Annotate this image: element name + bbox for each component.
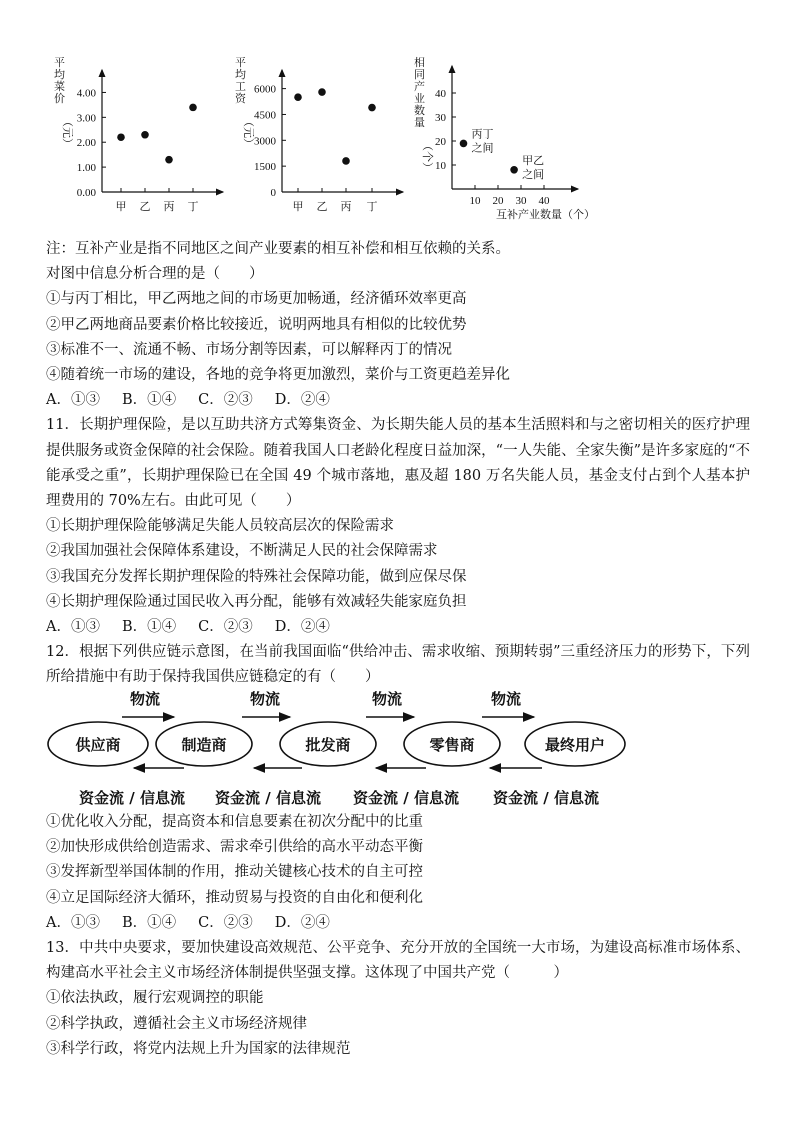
y-tick-label: 40: [435, 88, 446, 100]
y-tick-label: 1.00: [76, 162, 96, 175]
y-tick-label: 0.00: [76, 187, 96, 199]
q11-option-d[interactable]: D．②④: [274, 619, 330, 636]
q10-option-a[interactable]: A．①③: [46, 392, 100, 409]
chart2-ylabel-unit: （元）: [242, 116, 255, 149]
q11-option-c[interactable]: C．②③: [198, 619, 253, 636]
x-tick-label: 乙: [316, 201, 328, 213]
q12-option-b[interactable]: B．①④: [121, 914, 177, 931]
chart1-ylabel-3: 菜: [54, 80, 65, 93]
chart1-ylabel-1: 平: [54, 56, 65, 69]
q10-options: [46, 388, 750, 413]
x-tick-label: 40: [538, 195, 550, 207]
q11-option-a[interactable]: A．①③: [46, 619, 100, 636]
data-point: [294, 93, 302, 101]
q12-stem: 12．根据下列供应链示意图，在当前我国面临“供给冲击、需求收缩、预期转弱”三重经济压力的形势下，下列所给措施中有助于保持我国供应链稳定的有（ ）: [46, 644, 750, 686]
q10-item-3: ③标准不一、流通不畅、市场分割等因素，可以解释丙丁的情况: [46, 341, 452, 358]
node-label: 供应商: [75, 736, 121, 754]
node-label: 零售商: [429, 736, 475, 754]
capital-info-label: 资金流 / 信息流: [79, 789, 185, 807]
supply-chain-diagram: [46, 684, 626, 814]
q11-item-4: ④长期护理保险通过国民收入再分配，能够有效减轻失能家庭负担: [46, 593, 467, 610]
chart3-ylabel-3: 产: [414, 80, 425, 93]
chart3-xlabel: 互补产业数量（个）: [496, 209, 595, 221]
data-point: [117, 133, 125, 141]
x-tick-label: 20: [492, 195, 504, 207]
point-label-line1: 甲乙: [522, 154, 545, 167]
chart1-ylabel-2: 均: [54, 68, 65, 81]
chart3-ylabel-1: 相: [414, 56, 425, 69]
q10-option-d[interactable]: D．②④: [274, 392, 330, 409]
y-tick-label: 30: [435, 112, 446, 124]
logistics-label: 物流: [371, 690, 403, 708]
q12-item-3: ③发挥新型举国体制的作用，推动关键核心技术的自主可控: [46, 864, 423, 881]
q12-item-4: ④立足国际经济大循环，推动贸易与投资的自由化和便利化: [46, 889, 423, 906]
q11-option-b[interactable]: B．①④: [121, 619, 177, 636]
q10-option-c[interactable]: C．②③: [198, 392, 253, 409]
figures-row: [48, 52, 608, 228]
chart3-ylabel-2: 同: [414, 68, 425, 81]
q10-option-b[interactable]: B．①④: [121, 392, 177, 409]
chart-avg-wage: [235, 56, 403, 213]
y-tick-label: 1500: [254, 161, 276, 174]
q10-item-4: ④随着统一市场的建设，各地的竞争将更加激烈，菜价与工资更趋差异化: [46, 367, 510, 384]
q11-stem: 11．长期护理保险，是以互助共济方式筹集资金、为长期失能人员的基本生活照料和与之密切相关的医疗护理提供服务或资金保障的社会保险。随着我国人口老龄化程度日益加深，“一人失能、全家失衡”是许多家庭的“不能承受之重”，长期护理保险已在全国 49 个城市落地，惠及超 180 万名失能人员，基金支付占到个人基本护理费用的 70%左右。由此可见（ ）: [46, 417, 750, 510]
q13-item-2: ②科学执政，遵循社会主义市场经济规律: [46, 1015, 307, 1032]
chart3-ylabel-5: 数: [414, 104, 425, 117]
q11-item-2: ②我国加强社会保障体系建设，不断满足人民的社会保障需求: [46, 543, 438, 560]
data-point: [189, 104, 197, 112]
q10-item-1: ①与丙丁相比，甲乙两地之间的市场更加畅通，经济循环效率更高: [46, 291, 467, 308]
capital-info-label: 资金流 / 信息流: [353, 789, 459, 807]
y-tick-label: 2.00: [76, 137, 96, 150]
y-tick-label: 20: [435, 136, 446, 148]
logistics-label: 物流: [249, 690, 281, 708]
point-label-line1: 丙丁: [471, 128, 494, 141]
q12-option-a[interactable]: A．①③: [46, 914, 100, 931]
node-label: 制造商: [181, 736, 227, 754]
y-tick-label: 4500: [254, 109, 276, 122]
chart2-ylabel-1: 平: [235, 56, 246, 69]
chart2-ylabel-2: 均: [235, 68, 246, 81]
capital-info-label: 资金流 / 信息流: [215, 789, 321, 807]
x-tick-label: 甲: [115, 201, 127, 213]
chart3-ylabel-4: 业: [414, 92, 425, 105]
data-point: [510, 166, 518, 174]
logistics-label: 物流: [129, 690, 161, 708]
q12-options: [46, 911, 750, 936]
data-point: [368, 104, 376, 112]
node-label: 批发商: [305, 736, 351, 754]
question-12-13-block: [46, 810, 750, 1062]
q11-item-3: ③我国充分发挥长期护理保险的特殊社会保障功能，做到应保尽保: [46, 568, 467, 585]
y-tick-label: 10: [435, 160, 446, 172]
x-tick-label: 10: [469, 195, 481, 207]
node-label: 最终用户: [544, 736, 606, 754]
q11-item-1: ①长期护理保险能够满足失能人员较高层次的保险需求: [46, 518, 394, 535]
q13-stem: 13．中共中央要求，要加快建设高效规范、公平竞争、充分开放的全国统一大市场，为建设高标准市场体系、构建高水平社会主义市场经济体制提供坚强支撑。这体现了中国共产党（ ）: [46, 940, 750, 982]
chart2-ylabel-3: 工: [235, 80, 246, 93]
q13-item-3: ③科学行政，将党内法规上升为国家的法律规范: [46, 1040, 351, 1057]
y-tick-label: 0: [270, 187, 276, 199]
q12-option-c[interactable]: C．②③: [198, 914, 253, 931]
chart1-ylabel-unit: （元）: [61, 116, 74, 149]
chart3-ylabel-6: 量: [414, 116, 425, 129]
y-tick-label: 4.00: [76, 87, 96, 100]
x-tick-label: 丙: [340, 201, 352, 213]
q10-note: 注：互补产业是指不同地区之间产业要素的相互补偿和相互依赖的关系。: [46, 241, 510, 257]
data-point: [342, 157, 350, 165]
q12-item-1: ①优化收入分配，提高资本和信息要素在初次分配中的比重: [46, 814, 423, 830]
data-point: [141, 131, 149, 139]
y-tick-label: 6000: [254, 83, 276, 96]
chart-industry-counts: [414, 55, 595, 221]
q12-item-2: ②加快形成供给创造需求、需求牵引供给的高水平动态平衡: [46, 839, 423, 856]
point-label-line2: 之间: [522, 168, 545, 181]
q12-option-d[interactable]: D．②④: [274, 914, 330, 931]
x-tick-label: 丁: [187, 201, 199, 213]
chart2-ylabel-4: 资: [235, 92, 246, 105]
data-point: [165, 156, 173, 164]
q13-item-1: ①依法执政，履行宏观调控的职能: [46, 990, 264, 1007]
y-tick-label: 3.00: [76, 112, 96, 125]
question-10-block: [46, 237, 750, 691]
x-tick-label: 丁: [366, 201, 378, 213]
x-tick-label: 乙: [139, 201, 151, 213]
q10-item-2: ②甲乙两地商品要素价格比较接近，说明两地具有相似的比较优势: [46, 316, 467, 333]
q11-options: [46, 615, 750, 640]
data-point: [460, 140, 468, 148]
point-label-line2: 之间: [471, 142, 494, 155]
x-tick-label: 丙: [163, 201, 175, 213]
logistics-label: 物流: [490, 690, 522, 708]
data-point: [318, 88, 326, 96]
x-tick-label: 30: [515, 195, 527, 207]
capital-info-label: 资金流 / 信息流: [493, 789, 599, 807]
chart-avg-vegetable-price: [54, 56, 223, 213]
q10-stem: 对图中信息分析合理的是（ ）: [46, 266, 264, 283]
y-tick-label: 3000: [254, 135, 276, 148]
chart3-ylabel-unit: （个）: [421, 140, 434, 173]
x-tick-label: 甲: [292, 201, 304, 213]
chart1-ylabel-4: 价: [54, 92, 65, 105]
